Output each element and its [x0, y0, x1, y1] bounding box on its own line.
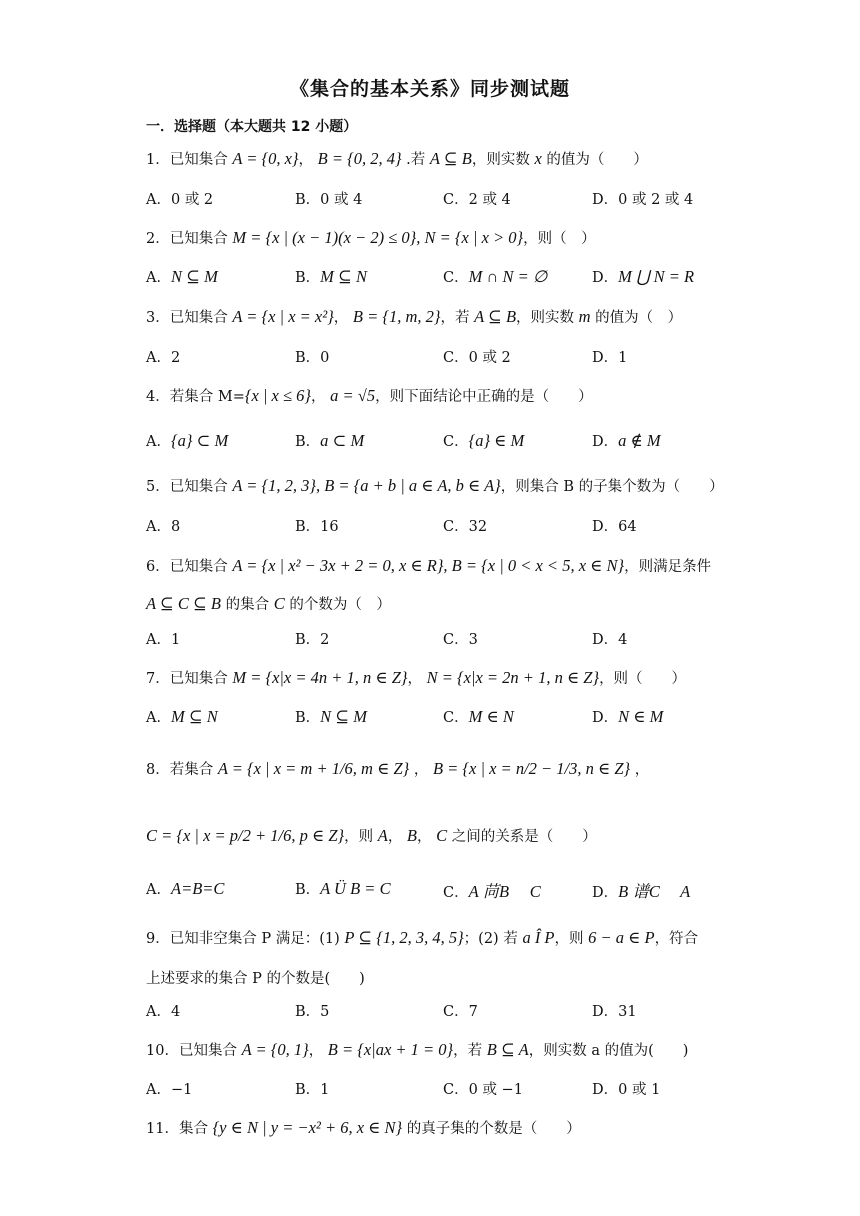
answer-option[interactable]: [146, 430, 228, 451]
option-label: A．: [146, 270, 171, 286]
question-stem: [146, 927, 698, 948]
question-stem: [146, 758, 649, 779]
question-text: ；(2) 若: [463, 931, 523, 947]
answer-option[interactable]: [146, 878, 224, 899]
option-text: M ⋃ N = R: [618, 267, 695, 286]
option-text: 0: [320, 350, 330, 366]
answer-option[interactable]: [592, 1000, 637, 1021]
option-label: A．: [146, 1082, 171, 1098]
option-label: A．: [146, 632, 171, 648]
option-label: C．: [443, 270, 469, 286]
option-text: M ∩ N = ∅: [468, 267, 548, 286]
question-stem: [146, 667, 686, 688]
answer-option[interactable]: [443, 878, 541, 902]
option-text: 0 或 4: [320, 192, 363, 208]
question-number: 6．: [146, 559, 170, 575]
option-text: 2: [170, 350, 181, 366]
answer-option[interactable]: [146, 515, 180, 536]
question-number: 3．: [146, 310, 170, 326]
math-expression: C = {x | x = p/2 + 1/6, p ∈ Z}: [146, 826, 345, 845]
option-text: A=B=C: [170, 879, 225, 898]
question-number: 11．: [146, 1121, 179, 1137]
answer-option[interactable]: [592, 430, 661, 451]
answer-option[interactable]: [592, 188, 693, 209]
option-label: D．: [592, 885, 619, 901]
answer-option[interactable]: [443, 430, 524, 451]
option-label: D．: [592, 350, 619, 366]
question-stem: [146, 385, 593, 406]
option-text: 0 或 −1: [468, 1082, 523, 1098]
question-text: ，则满足条件: [624, 559, 712, 575]
option-label: B．: [295, 350, 321, 366]
option-label: A．: [146, 350, 171, 366]
question-text: 已知非空集合 P 满足：(1): [169, 931, 345, 947]
question-text: ，: [387, 829, 407, 845]
math-expression: A = {x | x = x²}: [232, 307, 334, 326]
question-stem-continued: [146, 825, 597, 846]
option-text: 2 或 4: [468, 192, 511, 208]
question-text: 若集合: [169, 762, 218, 778]
option-text: 2: [320, 632, 330, 648]
option-text: A 苘B C: [468, 882, 541, 901]
option-label: C．: [443, 350, 469, 366]
math-expression: C: [436, 826, 448, 845]
math-expression: a Î P: [522, 928, 555, 947]
answer-option[interactable]: [592, 346, 627, 367]
question-text: ，则（ ）: [599, 671, 687, 687]
math-expression: B: [406, 826, 418, 845]
math-expression: A ⊆ B: [429, 149, 472, 168]
answer-option[interactable]: [443, 188, 511, 209]
option-text: 3: [468, 632, 478, 648]
option-text: 0 或 2: [170, 192, 214, 208]
question-stem: [146, 1039, 688, 1060]
math-expression: {y ∈ N | y = −x² + 6, x ∈ N}: [212, 1118, 403, 1137]
option-label: B．: [295, 1004, 321, 1020]
question-text: 已知集合: [169, 479, 233, 495]
answer-option[interactable]: [592, 1078, 660, 1099]
math-expression: A ⊆ C ⊆ B: [146, 594, 222, 613]
option-label: B．: [295, 519, 321, 535]
math-expression: A = {0, 1}: [241, 1040, 309, 1059]
question-text: ，若: [453, 1043, 487, 1059]
answer-option[interactable]: [146, 188, 213, 209]
option-text: B 谱C A: [618, 882, 691, 901]
math-expression: B = {0, 2, 4}: [317, 149, 402, 168]
option-text: A Ü B = C: [320, 879, 391, 898]
option-text: 4: [618, 632, 628, 648]
option-label: A．: [146, 882, 171, 898]
answer-option[interactable]: [592, 706, 663, 727]
answer-option[interactable]: [592, 628, 627, 649]
option-label: D．: [592, 1004, 619, 1020]
math-expression: 6 − a ∈ P: [588, 928, 655, 947]
math-expression: x: [534, 149, 542, 168]
question-number: 5．: [146, 479, 170, 495]
question-text: 若集合 M=: [169, 389, 245, 405]
math-expression: B = {x | x = n/2 − 1/3, n ∈ Z}: [432, 759, 631, 778]
answer-option[interactable]: [146, 1000, 180, 1021]
answer-option[interactable]: [443, 1000, 478, 1021]
option-text: M ⊆ N: [170, 707, 218, 726]
option-text: 32: [468, 519, 488, 535]
option-label: B．: [295, 270, 321, 286]
option-label: B．: [295, 192, 321, 208]
answer-option[interactable]: [592, 515, 637, 536]
math-expression: B ⊆ A: [486, 1040, 529, 1059]
question-number: 7．: [146, 671, 170, 687]
math-expression: M = {x|x = 4n + 1, n ∈ Z}: [232, 668, 408, 687]
question-text: ，则集合 B 的子集个数为（ ）: [500, 479, 724, 495]
option-label: A．: [146, 519, 171, 535]
math-expression: A: [377, 826, 388, 845]
answer-option[interactable]: [443, 628, 478, 649]
answer-option[interactable]: [146, 628, 180, 649]
option-label: A．: [146, 710, 171, 726]
answer-option[interactable]: [295, 430, 364, 451]
option-label: B．: [295, 434, 321, 450]
answer-option[interactable]: [443, 346, 511, 367]
answer-option[interactable]: [146, 1078, 192, 1099]
option-label: C．: [443, 434, 469, 450]
option-text: M ∈ N: [468, 707, 514, 726]
option-text: {a} ⊂ M: [170, 431, 229, 450]
option-label: C．: [443, 632, 469, 648]
option-text: M ⊆ N: [320, 267, 367, 286]
answer-option[interactable]: [295, 266, 367, 287]
question-text: ，若: [440, 310, 475, 326]
answer-option[interactable]: [295, 515, 339, 536]
answer-option[interactable]: [295, 878, 391, 899]
question-text: 的集合: [221, 597, 274, 613]
option-text: 1: [618, 350, 628, 366]
math-expression: A = {0, x}: [232, 149, 299, 168]
option-text: 8: [170, 519, 181, 535]
answer-option[interactable]: [295, 188, 362, 209]
option-label: D．: [592, 519, 619, 535]
option-label: C．: [443, 519, 469, 535]
question-text: 集合: [178, 1121, 213, 1137]
math-expression: A ⊆ B: [474, 307, 517, 326]
question-number: 10．: [146, 1043, 179, 1059]
question-text: ，则: [554, 931, 589, 947]
option-label: D．: [592, 1082, 619, 1098]
math-expression: {x | x ≤ 6}: [244, 386, 312, 405]
option-label: D．: [592, 270, 619, 286]
answer-option[interactable]: [295, 1000, 329, 1021]
math-expression: B = {1, m, 2}: [352, 307, 441, 326]
question-text: 上述要求的集合 P 的个数是( ): [146, 971, 365, 987]
question-text: 之间的关系是（ ）: [447, 829, 597, 845]
option-text: N ∈ M: [618, 707, 664, 726]
question-stem-continued: [146, 967, 365, 988]
option-label: B．: [295, 632, 321, 648]
question-number: 1．: [146, 152, 170, 168]
question-text: ，则实数 a 的值为( ): [528, 1043, 689, 1059]
question-text: ，则（ ）: [523, 231, 596, 247]
answer-option[interactable]: [443, 1078, 523, 1099]
option-text: 31: [618, 1004, 637, 1020]
question-text: 已知集合: [169, 559, 233, 575]
question-text: ，符合: [654, 931, 699, 947]
option-label: D．: [592, 434, 619, 450]
question-stem-continued: [146, 593, 391, 614]
option-text: N ⊆ M: [320, 707, 367, 726]
option-label: C．: [443, 192, 469, 208]
option-text: 0 或 2: [468, 350, 511, 366]
math-expression: A = {x | x = m + 1/6, m ∈ Z}: [217, 759, 410, 778]
option-text: 16: [320, 519, 339, 535]
option-label: D．: [592, 632, 619, 648]
math-expression: a = √5: [330, 386, 376, 405]
question-text: 的值为（ ）: [541, 152, 648, 168]
option-text: 1: [320, 1082, 330, 1098]
option-text: 5: [320, 1004, 330, 1020]
option-text: 0 或 2 或 4: [618, 192, 694, 208]
question-stem: [146, 148, 648, 169]
question-stem: [146, 475, 724, 496]
math-expression: B = {x|ax + 1 = 0}: [327, 1040, 454, 1059]
question-text: 已知集合: [169, 671, 233, 687]
option-text: 0 或 1: [618, 1082, 661, 1098]
option-label: B．: [295, 710, 321, 726]
question-text: ，: [630, 762, 650, 778]
math-expression: A = {1, 2, 3}, B = {a + b | a ∈ A, b ∈ A}: [232, 476, 501, 495]
question-text: 已知集合: [169, 310, 233, 326]
option-text: 7: [468, 1004, 478, 1020]
answer-option[interactable]: [146, 346, 180, 367]
option-text: 64: [618, 519, 637, 535]
answer-option[interactable]: [443, 706, 514, 727]
option-text: a ∉ M: [618, 431, 661, 450]
question-text: ，: [298, 152, 318, 168]
option-label: B．: [295, 1082, 321, 1098]
question-text: 已知集合: [178, 1043, 242, 1059]
page-title: 《集合的基本关系》同步测试题: [289, 78, 570, 100]
option-text: N ⊆ M: [170, 267, 218, 286]
answer-option[interactable]: [592, 266, 694, 287]
option-label: C．: [443, 1082, 469, 1098]
question-number: 9．: [146, 931, 170, 947]
option-label: A．: [146, 434, 171, 450]
question-text: 的值为（ ）: [590, 310, 683, 326]
question-stem: [146, 555, 711, 576]
option-label: A．: [146, 1004, 171, 1020]
question-text: ，: [409, 762, 433, 778]
math-expression: C: [273, 594, 285, 613]
answer-option[interactable]: [295, 1078, 329, 1099]
option-text: {a} ∈ M: [468, 431, 525, 450]
question-number: 2．: [146, 231, 170, 247]
math-expression: M = {x | (x − 1)(x − 2) ≤ 0}, N = {x | x > 0}: [232, 228, 524, 247]
question-stem: [146, 306, 682, 327]
math-expression: m: [578, 307, 591, 326]
option-label: B．: [295, 882, 321, 898]
answer-option[interactable]: [295, 628, 329, 649]
answer-option[interactable]: [592, 878, 690, 902]
question-text: ，: [333, 310, 353, 326]
option-label: D．: [592, 710, 619, 726]
option-text: a ⊂ M: [320, 431, 365, 450]
question-text: .若: [401, 152, 430, 168]
question-text: ，则实数: [471, 152, 535, 168]
math-expression: A = {x | x² − 3x + 2 = 0, x ∈ R}, B = {x | 0 < x < 5, x ∈ N}: [232, 556, 625, 575]
answer-option[interactable]: [146, 706, 218, 727]
answer-option[interactable]: [443, 515, 487, 536]
question-text: 的个数为（ ）: [284, 597, 391, 613]
option-label: A．: [146, 192, 171, 208]
option-label: C．: [443, 710, 469, 726]
question-stem: [146, 1117, 581, 1138]
question-text: 已知集合: [169, 231, 233, 247]
option-text: −1: [170, 1082, 193, 1098]
question-text: ，: [417, 829, 437, 845]
question-text: 已知集合: [169, 152, 233, 168]
answer-option[interactable]: [443, 266, 547, 287]
question-text: 的真子集的个数是（ ）: [402, 1121, 581, 1137]
math-expression: P ⊆ {1, 2, 3, 4, 5}: [344, 928, 464, 947]
question-text: ，: [311, 389, 331, 405]
option-label: D．: [592, 192, 619, 208]
section-heading: 一．选择题（本大题共 12 小题）: [146, 119, 358, 135]
question-text: ，: [407, 671, 427, 687]
option-text: 1: [170, 632, 181, 648]
question-text: ，则: [344, 829, 378, 845]
question-stem: [146, 227, 596, 248]
answer-option[interactable]: [295, 346, 329, 367]
question-text: ，: [308, 1043, 328, 1059]
question-number: 4．: [146, 389, 170, 405]
question-text: ，则下面结论中正确的是（ ）: [375, 389, 593, 405]
answer-option[interactable]: [295, 706, 367, 727]
math-expression: N = {x|x = 2n + 1, n ∈ Z}: [426, 668, 600, 687]
question-text: ，则实数: [516, 310, 579, 326]
question-number: 8．: [146, 762, 170, 778]
option-label: C．: [443, 1004, 469, 1020]
answer-option[interactable]: [146, 266, 218, 287]
option-label: C．: [443, 885, 469, 901]
option-text: 4: [170, 1004, 181, 1020]
